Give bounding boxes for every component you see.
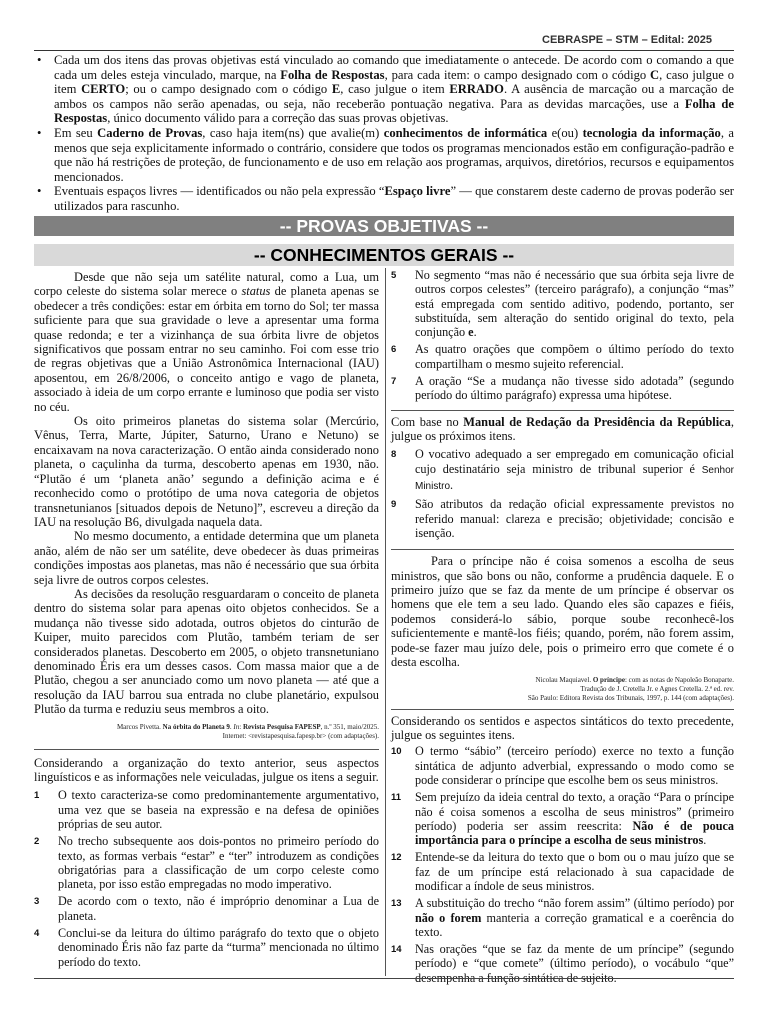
item-text: A substituição do trecho “não forem assim” (último período) por não o forem manteria a correção gramatical e a coerência do texto. (415, 896, 734, 939)
item-text: De acordo com o texto, não é impróprio denominar a Lua de planeta. (58, 894, 379, 923)
emphasis-text: Revista Pesquisa FAPESP (242, 722, 321, 731)
emphasis-text: C (650, 67, 660, 82)
instruction-text: Eventuais espaços livres — identificados ou não pela expressão “Espaço livre” — que constarem deste caderno de provas poderão ser utilizados para rascunho. (54, 184, 735, 213)
emphasis-text: Espaço livre (384, 184, 451, 199)
item-text: O termo “sábio” (terceiro período) exerce no texto a função sintática de adjunto adverbial, expressando o modo como se pode considerar o príncipe que escolhe bem os seus ministros. (415, 744, 734, 787)
item-number: 3 (34, 896, 40, 908)
item-number: 9 (391, 499, 397, 511)
text-2-source-line: Tradução de J. Cretella Jr. e Agnes Cretella. 2.ª ed. rev. (580, 684, 734, 693)
emphasis-text: In (233, 722, 240, 731)
instructions (34, 53, 734, 214)
item-number: 2 (34, 836, 40, 848)
question-item-11 (391, 790, 734, 847)
item-number: 14 (391, 944, 402, 956)
question-item-1 (34, 788, 379, 831)
instruction-text: Cada um dos itens das provas objetivas está vinculado ao comando que imediatamente o antecede. De acordo com o comando a que cada um deles esteja vinculado, marque, na Folha de Respostas, para cada item: o campo designado com o código C, caso julgue o item CERTO; ou o campo designado com o código E, caso julgue o item ERRADO. A ausência de marcação ou a marcação de ambos os campos não serão apenadas, ou seja, não receberão pontuação negativa. Para as devidas marcações, use a Folha de Respostas, único documento válido para a correção das suas provas objetivas. (54, 53, 735, 126)
command-1: Considerando a organização do texto anterior, seus aspectos linguísticos e as informações nele veiculadas, julgue os itens a seguir. (34, 755, 379, 784)
item-text: A oração “Se a mudança não tivesse sido adotada” (segundo período do último parágrafo) expressa uma hipótese. (415, 374, 734, 403)
emphasis-text: Na órbita do Planeta 9 (162, 722, 230, 731)
emphasis-text: status (241, 284, 271, 299)
item-number: 12 (391, 852, 402, 864)
bullet-icon: • (37, 184, 42, 199)
left-column (34, 270, 379, 972)
item-text: As quatro orações que compõem o último período do texto compartilham o mesmo sujeito referencial. (415, 342, 734, 371)
text-1-source (34, 723, 379, 741)
instruction-item (34, 126, 734, 184)
text-1-paragraph: As decisões da resolução resguardaram o conceito de planeta dentro do sistema solar para apenas oito objetos conhecidos. Se a mudança não tivesse sido adotada, outros objetos do cinturão de Kuiper, muito parecidos com Plutão, também teriam de ser considerados planetas. Descoberto em 2005, o objeto transnetuniano denominado Éris era um desses casos. Com massa maior que a de Plutão, chegou a ser anunciado como um novo planeta — até que a resolução da IAU barrou sua entrada no clube planetário, expulsou Plutão da turma e reduziu seus membros a oito. (34, 586, 379, 717)
question-item-10 (391, 744, 734, 787)
question-item-6 (391, 342, 734, 371)
emphasis-text: Senhor Ministro (415, 464, 734, 493)
question-item-9 (391, 497, 734, 540)
item-text: São atributos da redação oficial expressamente previstos no referido manual: clareza e precisão; objetividade; concisão e isenção. (415, 497, 734, 540)
question-item-5 (391, 268, 734, 339)
question-item-4 (34, 926, 379, 969)
banner-conhecimentos-gerais: -- CONHECIMENTOS GERAIS -- (34, 244, 734, 266)
emphasis-text: conhecimentos de informática (383, 125, 548, 140)
banner-provas-objetivas: -- PROVAS OBJETIVAS -- (34, 216, 734, 236)
text-1-source-line: Internet: <revistapesquisa.fapesp.br> (com adaptações). (222, 731, 379, 740)
text-1-source-line: Marcos Pivetta. Na órbita do Planeta 9. In: Revista Pesquisa FAPESP, n.º 351, maio/2025. (116, 722, 379, 731)
item-number: 13 (391, 898, 402, 910)
text-2-paragraph: Para o príncipe não é coisa somenos a escolha de seus ministros, que são bons ou não, conforme a prudência daquele. E o primeiro juízo que se faz da mente de um príncipe é observar os homens que ele tem a seu lado. Quando eles são capazes e fiéis, podemos considerá-lo sábio, porque soube reconhecê-los suficientemente e mantê-los fiéis; quando, porém, não forem assim, pode-se fazer mau juízo dele, pois o primeiro erro que comete é o desta escolha. (391, 554, 734, 670)
emphasis-text: Folha de Respostas (280, 67, 385, 82)
emphasis-text: Manual de Redação da Presidência da República (463, 414, 731, 429)
text-2-source-line: Nicolau Maquiavel. O príncipe: com as notas de Napoleão Bonaparte. (535, 675, 734, 684)
item-text: O vocativo adequado a ser empregado em comunicação oficial cujo destinatário seja ministro de tribunal superior é Senhor Ministro. (415, 447, 734, 493)
item-number: 7 (391, 376, 397, 388)
bottom-rule (34, 978, 734, 979)
emphasis-text: O príncipe (592, 675, 625, 684)
item-text: No segmento “mas não é necessário que sua órbita seja livre de outros corpos celestes” (terceiro parágrafo), a conjunção “mas” está empregada com sentido aditivo, podendo, portanto, ser substituída, sem alteração do sentido original do texto, pela conjunção e. (415, 268, 734, 340)
instruction-text: Em seu Caderno de Provas, caso haja item(ns) que avalie(m) conhecimentos de informática e(ou) tecnologia da informação, a menos que seja explicitamente informado o contrário, considere que todos os programas mencionados estão em configuração-padrão e que não há restrições de proteção, de funcionamento e de uso em relação aos programas, arquivos, diretórios, recursos e equipamentos mencionados. (54, 125, 735, 184)
emphasis-text: E (331, 82, 341, 97)
emphasis-text: não o forem (415, 910, 482, 925)
emphasis-text: Não é de pouca importância para o príncipe a escolha de seus ministros (415, 818, 734, 848)
item-number: 6 (391, 344, 397, 356)
item-text: Entende-se da leitura do texto que o bom ou o mau juízo que se faz de um príncipe está relacionado à sua capacidade de modificar a índole de seus ministros. (415, 850, 734, 893)
item-text: Nas orações “que se faz da mente de um príncipe” (segundo período) e “que comete” (último período), o vocábulo “que” desempenha a função sintática de sujeito. (415, 942, 734, 985)
item-number: 1 (34, 790, 40, 802)
text-2 (391, 554, 734, 702)
text-1-paragraph: Os oito primeiros planetas do sistema solar (Mercúrio, Vênus, Terra, Marte, Júpiter, Saturno, Urano e Netuno) se encaixavam na nova caracterização. O então ainda considerado nono planeta, o caçulinha da turma, descoberto apenas em 1930, não. “Plutão é um ‘planeta anão’ segundo a definição acima e é reconhecido como o protótipo de uma nova categoria de objetos transnetunianos [situados depois de Netuno]”, escreveu a direção da IAU na resolução B6, divulgada naquela data. (34, 414, 379, 529)
emphasis-text: Folha de Respostas (54, 96, 734, 126)
emphasis-text: CERTO (81, 82, 126, 97)
instruction-item (34, 184, 734, 213)
item-number: 8 (391, 449, 397, 461)
question-item-3 (34, 894, 379, 923)
item-text: Conclui-se da leitura do último parágrafo do texto que o objeto denominado Éris não faz parte da “turma” mencionada no último período do texto. (58, 926, 379, 969)
item-number: 4 (34, 928, 40, 940)
item-number: 5 (391, 270, 397, 281)
text-1 (34, 270, 379, 741)
emphasis-text: e (468, 325, 474, 340)
item-text: O texto caracteriza-se como predominantemente argumentativo, uma vez que se baseia na expressão e na defesa de opiniões próprias de seu autor. (58, 788, 379, 831)
text-1-paragraph: Desde que não seja um satélite natural, como a Lua, um corpo celeste do sistema solar merece o status de planeta apenas se obedecer a três condições: estar em órbita em torno do Sol; ter massa suficiente para que sua gravidade o leve a apresentar uma forma quase redonda; e ter a vizinhança de sua órbita livre de objetos significativos que possam entrar no seu caminho. Foi com esse trio de regras objetivas que a União Astronômica Internacional (IAU) aposentou, em 26/8/2006, o conceito antigo e vago de planeta, associado à ideia de um corpo errante e luminoso que podia ser visto no céu. (34, 270, 379, 414)
column-divider (385, 268, 386, 976)
question-item-2 (34, 834, 379, 891)
question-item-8 (391, 447, 734, 494)
command-3: Considerando os sentidos e aspectos sintáticos do texto precedente, julgue os seguintes itens. (391, 713, 734, 742)
item-number: 11 (391, 792, 402, 804)
emphasis-text: ERRADO (449, 82, 504, 97)
bullet-icon: • (37, 125, 42, 140)
text-2-source (391, 676, 734, 703)
command-2: Com base no Manual de Redação da Presidência da República, julgue os próximos itens. (391, 414, 734, 444)
bullet-icon: • (37, 53, 42, 67)
question-item-13 (391, 896, 734, 939)
text-1-paragraph: No mesmo documento, a entidade determina que um planeta anão, além de não ser um satélite, deve obedecer às duas primeiras condições impostas aos planetas, mas não é necessário que sua órbita seja livre de outros corpos celestes. (34, 529, 379, 587)
item-text: No trecho subsequente aos dois-pontos no primeiro período do texto, as formas verbais “estar” e “ter” introduzem as condições obrigatórias para a classificação de um corpo celeste como planeta, por isso estão empregadas no modo imperativo. (58, 834, 379, 892)
item-text: Sem prejuízo da ideia central do texto, a oração “Para o príncipe não é coisa somenos a escolha de seus ministros” (primeiro período) poderia ser assim reescrita: Não é de pouca importância para o príncipe a escolha de seus ministros. (415, 790, 734, 848)
text-2-source-line: São Paulo: Editora Revista dos Tribunais, 1997, p. 144 (com adaptações). (527, 693, 734, 702)
item-number: 10 (391, 746, 402, 758)
emphasis-text: Caderno de Provas (97, 125, 203, 140)
question-item-7 (391, 374, 734, 403)
instruction-item (34, 53, 734, 126)
question-item-12 (391, 850, 734, 893)
header-rule (34, 50, 734, 51)
emphasis-text: tecnologia da informação (582, 125, 721, 140)
right-column (391, 268, 734, 988)
page-header: CEBRASPE – STM – Edital: 2025 (542, 34, 712, 46)
